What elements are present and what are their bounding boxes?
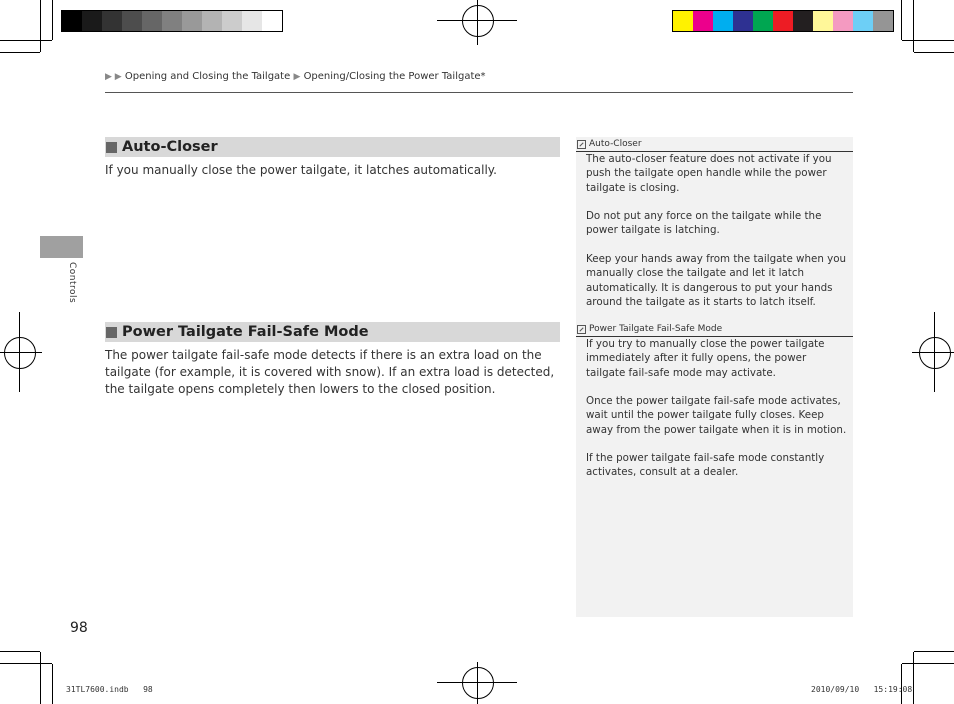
color-swatch <box>733 11 753 31</box>
section-heading-fail-safe <box>105 322 560 342</box>
arrow-right-icon: ▶ ▶ <box>105 72 122 82</box>
section-body: The power tailgate fail-safe mode detects if there is an extra load on the tailgate (for example, it is covered with snow). If an extra load is detected, the tailgate opens completely then lowers to the closed position. <box>105 348 555 396</box>
section-title: Auto-Closer <box>122 139 218 155</box>
breadcrumb <box>105 71 486 82</box>
chapter-label: Controls <box>67 262 77 304</box>
color-swatch <box>773 11 793 31</box>
color-swatch <box>673 11 693 31</box>
color-swatch <box>102 11 122 31</box>
note-paragraph: Do not put any force on the tailgate while the power tailgate is latching. <box>586 210 822 237</box>
color-swatch <box>833 11 853 31</box>
breadcrumb-item[interactable]: Opening/Closing the Power Tailgate* <box>303 71 486 82</box>
section-title: Power Tailgate Fail-Safe Mode <box>122 324 369 340</box>
color-swatch <box>873 11 893 31</box>
color-swatch <box>713 11 733 31</box>
footer-filename: 31TL7600.indb 98 <box>66 685 153 694</box>
note-icon <box>577 140 586 149</box>
note-title: Power Tailgate Fail-Safe Mode <box>589 324 723 334</box>
color-swatch <box>262 11 282 31</box>
breadcrumb-item[interactable]: Opening and Closing the Tailgate <box>124 71 291 82</box>
note-paragraph: Once the power tailgate fail-safe mode activates, wait until the power tailgate fully closes. Keep away from the power tailgate when it is in motion. <box>586 395 847 436</box>
note-paragraph: Keep your hands away from the tailgate when you manually close the tailgate and let it latch automatically. It is dangerous to put your hands around the tailgate as it starts to latch itself. <box>586 253 847 308</box>
color-swatch <box>142 11 162 31</box>
note-heading-auto-closer <box>576 137 853 152</box>
section-heading-auto-closer <box>105 137 560 157</box>
color-swatch <box>182 11 202 31</box>
note-paragraph: If you try to manually close the power tailgate immediately after it fully opens, the power tailgate fail-safe mode may activate. <box>586 338 825 379</box>
footer-datetime: 2010/09/10 15:19:08 <box>811 685 913 694</box>
color-swatch <box>813 11 833 31</box>
note-icon <box>577 325 586 334</box>
square-bullet-icon <box>106 142 117 153</box>
gray-color-bar <box>61 10 283 32</box>
color-swatch <box>122 11 142 31</box>
color-swatch <box>62 11 82 31</box>
color-swatch <box>242 11 262 31</box>
note-paragraph: The auto-closer feature does not activate if you push the tailgate open handle while the power tailgate is closing. <box>586 153 832 194</box>
color-swatch <box>853 11 873 31</box>
color-swatch <box>202 11 222 31</box>
section-body: If you manually close the power tailgate, it latches automatically. <box>105 163 497 177</box>
color-swatch <box>693 11 713 31</box>
square-bullet-icon <box>106 327 117 338</box>
note-heading-fail-safe <box>576 322 853 337</box>
note-title: Auto-Closer <box>589 139 642 149</box>
color-swatch <box>793 11 813 31</box>
chapter-tab <box>40 236 83 258</box>
color-swatch <box>222 11 242 31</box>
color-swatch <box>753 11 773 31</box>
color-swatch <box>82 11 102 31</box>
process-color-bar <box>672 10 894 32</box>
page-number: 98 <box>70 620 88 636</box>
arrow-right-icon: ▶ <box>293 72 301 82</box>
note-paragraph: If the power tailgate fail-safe mode constantly activates, consult at a dealer. <box>586 452 825 479</box>
color-swatch <box>162 11 182 31</box>
header-divider <box>105 92 853 93</box>
